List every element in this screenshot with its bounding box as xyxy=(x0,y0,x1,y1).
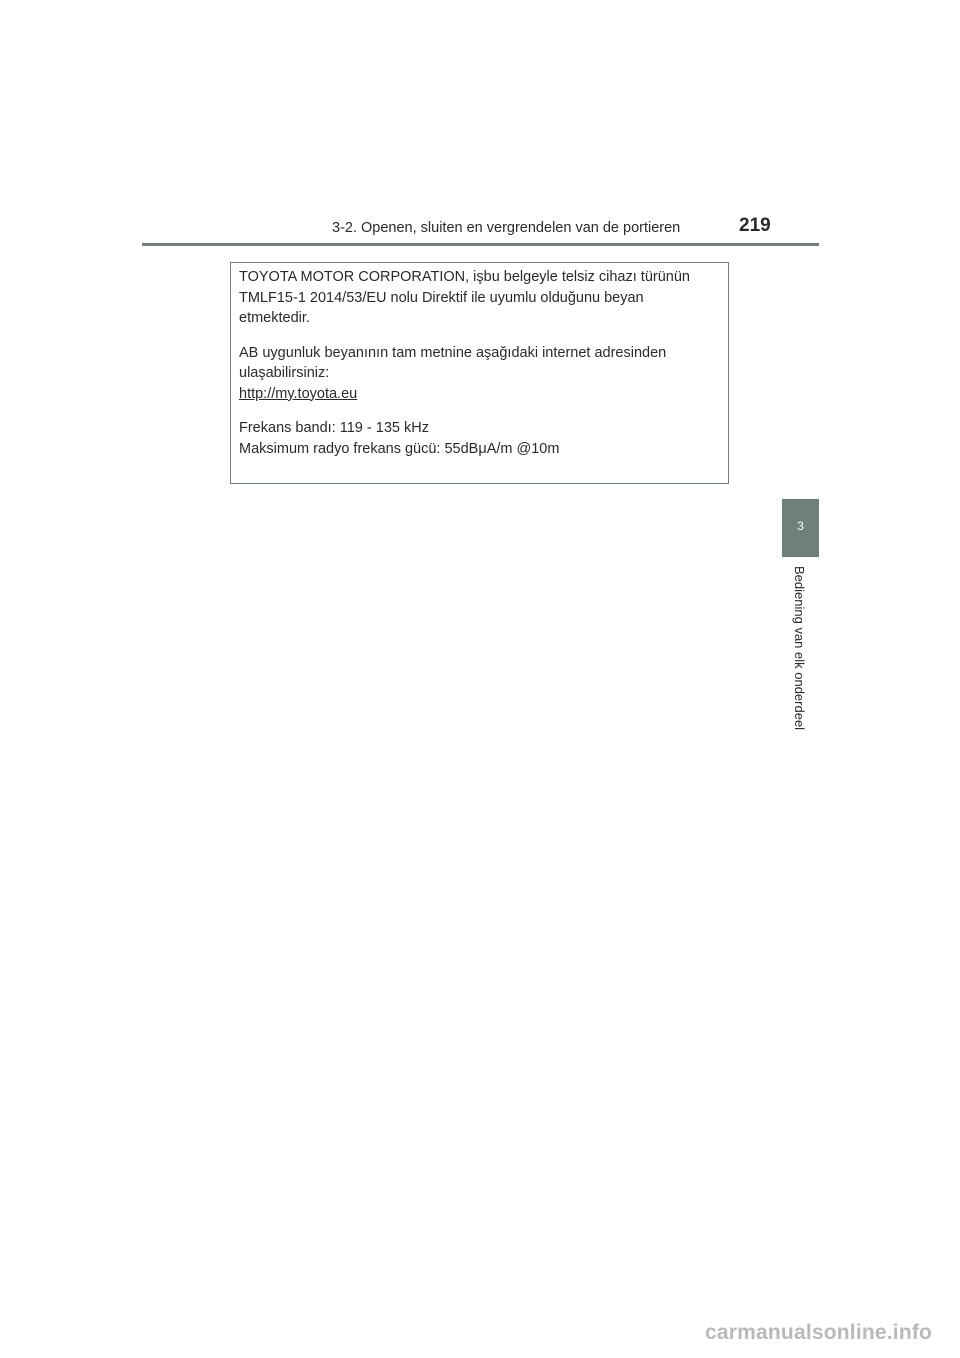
notice-line: AB uygunluk beyanının tam metnine aşağıdaki internet adresinden xyxy=(239,344,667,361)
notice-line: ulaşabilirsiniz: xyxy=(239,365,330,381)
chapter-tab xyxy=(782,499,819,557)
toyota-website-link[interactable]: http://my.toyota.eu xyxy=(239,385,358,402)
chapter-side-label: Bediening van elk onderdeel xyxy=(792,566,807,731)
conformity-notice-box xyxy=(230,262,729,484)
max-rf-power-text: Maksimum radyo frekans gücü: 55dBμA/m @10m xyxy=(239,440,560,457)
notice-line: TOYOTA MOTOR CORPORATION, işbu belgeyle telsiz cihazı türünün xyxy=(239,269,690,285)
watermark-text: carmanualsonline.info xyxy=(705,1321,933,1344)
frequency-band-text: Frekans bandı: 119 - 135 kHz xyxy=(239,420,429,436)
section-title: 3-2. Openen, sluiten en vergrendelen van de portieren xyxy=(332,220,681,236)
page-number: 219 xyxy=(739,215,771,236)
notice-line: etmektedir. xyxy=(239,310,310,326)
header-divider xyxy=(142,243,819,246)
chapter-number: 3 xyxy=(797,519,804,533)
notice-line: TMLF15-1 2014/53/EU nolu Direktif ile uyumlu olduğunu beyan xyxy=(239,289,644,306)
